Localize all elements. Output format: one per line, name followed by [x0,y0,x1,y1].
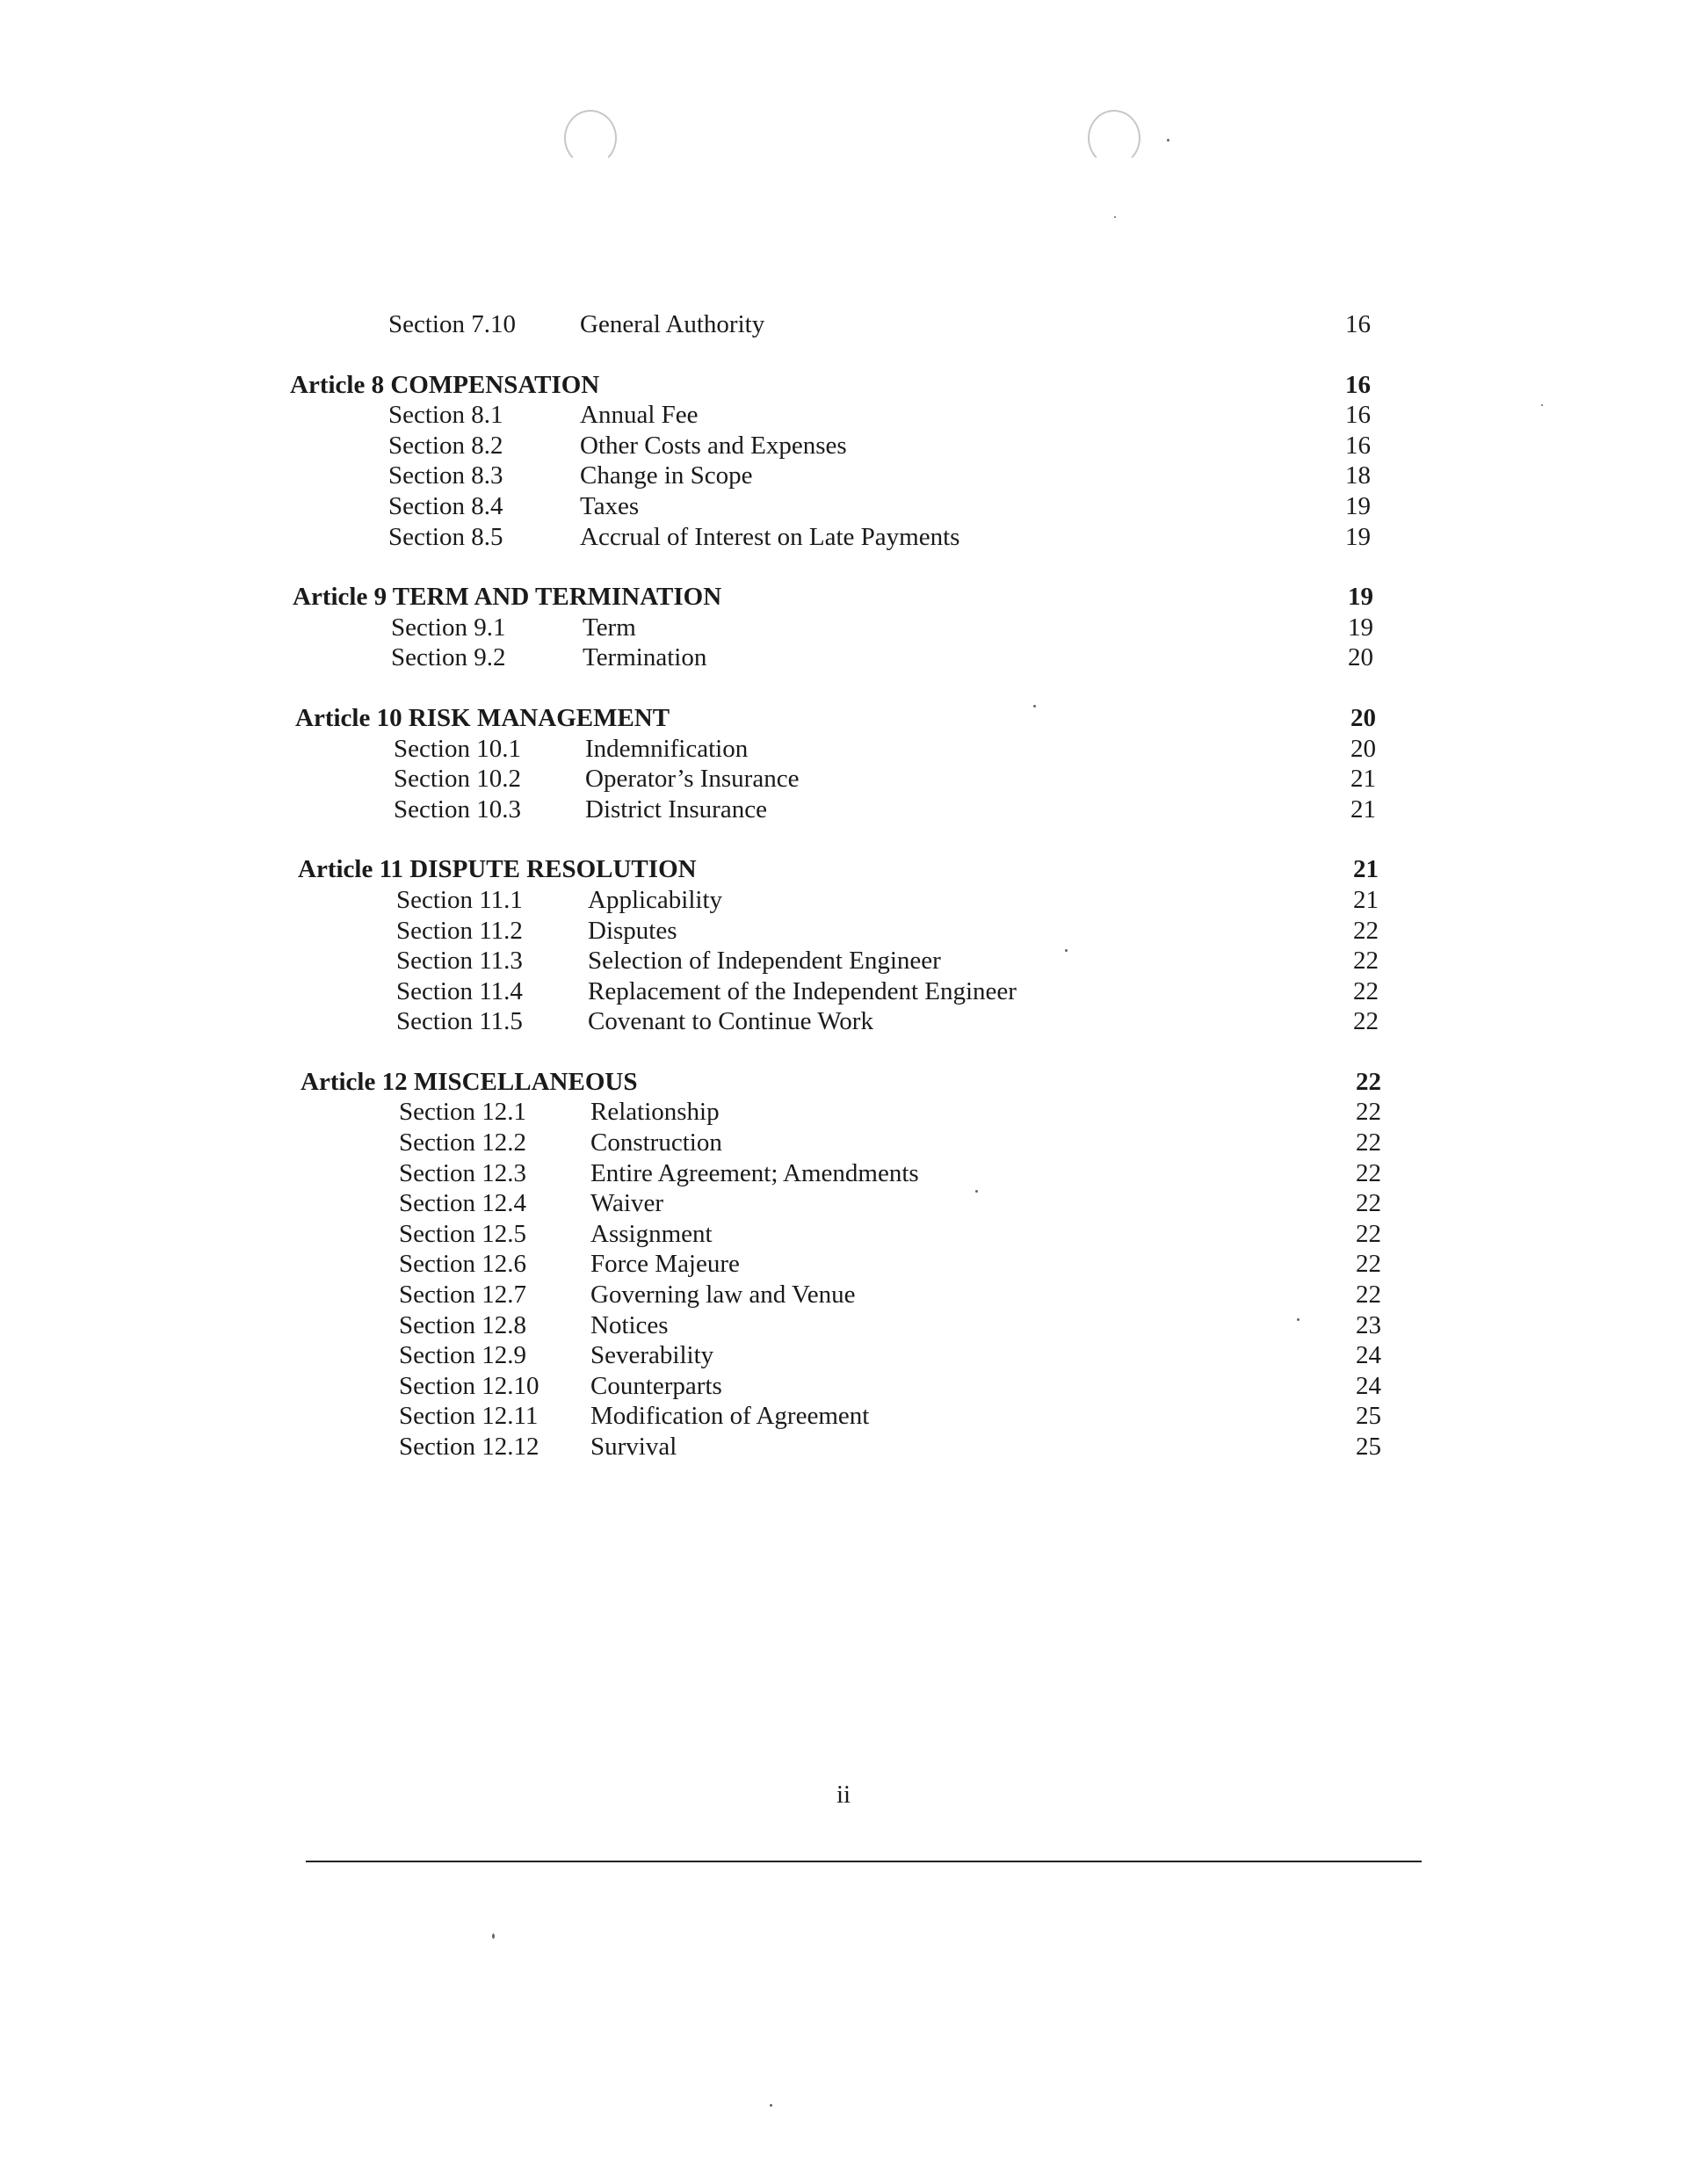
article-title: Article 10 RISK MANAGEMENT [295,703,670,732]
section-number: Section 8.4 [388,491,503,520]
section-title: Change in Scope [580,461,753,490]
page-ref: 16 [1345,310,1371,338]
section-number: Section 12.12 [399,1433,539,1461]
page-ref: 16 [1345,431,1371,460]
page-ref: 19 [1345,491,1371,520]
page-ref: 22 [1356,1158,1381,1187]
section-title: Survival [590,1433,677,1461]
section-number: Section 8.5 [388,522,503,551]
article-title: Article 12 MISCELLANEOUS [300,1067,638,1096]
section-number: Section 12.7 [399,1281,526,1310]
scan-speck [1033,705,1036,707]
page-ref: 20 [1350,703,1376,732]
page-ref: 21 [1353,885,1379,914]
section-title: Severability [590,1341,714,1370]
section-number: Section 11.2 [396,916,523,945]
section-title: Disputes [588,916,677,945]
section-title: General Authority [580,310,765,338]
page-ref: 24 [1356,1371,1381,1400]
page-ref: 19 [1348,613,1373,642]
page-ref: 23 [1356,1310,1381,1339]
section-title: Modification of Agreement [590,1402,870,1431]
toc-entry[interactable] [295,795,1376,825]
toc-entry[interactable] [290,431,1371,461]
page-ref: 21 [1353,855,1379,884]
article-list [290,370,1381,1462]
toc-entry[interactable] [295,734,1376,765]
page-ref: 25 [1356,1433,1381,1461]
section-number: Section 12.4 [399,1189,526,1218]
section-number: Section 9.2 [391,643,506,672]
section-number: Section 12.5 [399,1219,526,1248]
page-ref: 18 [1345,461,1371,490]
scan-speck [1541,404,1543,406]
page-ref: 24 [1356,1341,1381,1370]
page-ref: 21 [1350,765,1376,794]
toc-entry[interactable] [300,1340,1381,1371]
section-title: Entire Agreement; Amendments [590,1158,919,1187]
article-heading[interactable] [290,370,1371,401]
article-title: Article 9 TERM AND TERMINATION [293,583,722,612]
page-ref: 22 [1353,916,1379,945]
section-number: Section 10.3 [394,795,521,824]
scan-speck [1297,1318,1300,1321]
page-ref: 19 [1345,522,1371,551]
section-title: Construction [590,1128,722,1157]
page-ref: 22 [1353,976,1379,1005]
toc-entry[interactable] [300,1310,1381,1341]
table-of-contents [290,309,1381,1462]
toc-entry[interactable] [290,522,1371,553]
section-number: Section 11.4 [396,976,523,1005]
section-title: Other Costs and Expenses [580,431,847,460]
toc-entry[interactable] [298,976,1379,1007]
scan-speck [1114,216,1116,218]
section-number: Section 8.1 [388,401,503,430]
section-title: Operator’s Insurance [585,765,800,794]
toc-entry[interactable] [300,1097,1381,1128]
toc-entry[interactable] [290,400,1371,431]
punch-hole-right [1088,110,1140,166]
toc-entry[interactable] [300,1371,1381,1402]
article-title: Article 8 COMPENSATION [290,370,600,399]
section-title: Selection of Independent Engineer [588,947,941,976]
punch-hole-left [564,110,617,166]
toc-entry[interactable] [300,1188,1381,1219]
toc-entry[interactable] [293,613,1373,643]
page-ref: 22 [1353,1007,1379,1036]
section-title: Notices [590,1310,669,1339]
section-number: Section 12.8 [399,1310,526,1339]
section-title: Force Majeure [590,1250,740,1279]
toc-entry[interactable] [300,1280,1381,1310]
page-ref: 19 [1348,583,1373,612]
scan-speck [975,1190,978,1193]
toc-entry[interactable] [300,1219,1381,1250]
section-title: Annual Fee [580,401,699,430]
toc-entry[interactable] [298,946,1379,976]
scan-speck [770,2104,772,2107]
section-number: Section 11.5 [396,1007,523,1036]
footer-rule [306,1861,1422,1862]
scan-speck [1167,139,1169,141]
section-number: Section 10.2 [394,765,521,794]
section-number: Section 11.3 [396,947,523,976]
section-title: Relationship [590,1098,720,1127]
section-title: Term [583,613,636,642]
page-ref: 22 [1356,1128,1381,1157]
section-number: Section 11.1 [396,885,523,914]
toc-entry[interactable] [298,916,1379,947]
toc-entry[interactable] [295,764,1376,795]
section-number: Section 12.10 [399,1371,539,1400]
section-number: Section 10.1 [394,734,521,763]
page-ref: 22 [1356,1189,1381,1218]
toc-entry[interactable] [300,1249,1381,1280]
section-number: Section 12.11 [399,1402,539,1431]
section-number: Section 7.10 [388,310,516,338]
page-ref: 22 [1356,1219,1381,1248]
toc-entry[interactable] [300,1432,1381,1462]
toc-entry[interactable] [300,1158,1381,1189]
page-ref: 20 [1350,734,1376,763]
section-title: District Insurance [585,795,767,824]
article-heading[interactable] [298,854,1379,885]
section-title: Indemnification [585,734,749,763]
toc-entry[interactable] [298,885,1379,916]
section-number: Section 12.3 [399,1158,526,1187]
page-ref: 16 [1345,401,1371,430]
section-title: Covenant to Continue Work [588,1007,873,1036]
section-title: Taxes [580,491,640,520]
page-ref: 21 [1350,795,1376,824]
toc-entry[interactable] [293,642,1373,673]
scan-speck [492,1934,495,1939]
page-ref: 22 [1356,1067,1381,1096]
section-title: Applicability [588,885,723,914]
section-number: Section 8.2 [388,431,503,460]
scan-speck [1065,949,1068,952]
page-ref: 22 [1356,1098,1381,1127]
article-title: Article 11 DISPUTE RESOLUTION [298,855,697,884]
section-title: Termination [583,643,707,672]
section-number: Section 12.9 [399,1341,526,1370]
article-heading[interactable] [300,1067,1381,1098]
page-ref: 22 [1356,1281,1381,1310]
section-number: Section 12.2 [399,1128,526,1157]
toc-entry[interactable] [298,1006,1379,1037]
article-heading[interactable] [295,703,1376,734]
page-ref: 20 [1348,643,1373,672]
section-title: Replacement of the Independent Engineer [588,976,1017,1005]
section-number: Section 8.3 [388,461,503,490]
page-number: ii [836,1781,851,1809]
section-title: Governing law and Venue [590,1281,856,1310]
section-title: Counterparts [590,1371,722,1400]
section-number: Section 9.1 [391,613,506,642]
page-ref: 16 [1345,370,1371,399]
toc-entry[interactable] [290,491,1371,522]
page-ref: 22 [1353,947,1379,976]
section-title: Assignment [590,1219,713,1248]
toc-entry[interactable] [300,1128,1381,1158]
section-number: Section 12.6 [399,1250,526,1279]
toc-entry[interactable] [290,461,1371,491]
toc-entry[interactable] [300,1401,1381,1432]
toc-entry-first[interactable] [290,309,1371,340]
page-ref: 22 [1356,1250,1381,1279]
article-heading[interactable] [293,582,1373,613]
section-number: Section 12.1 [399,1098,526,1127]
section-title: Waiver [590,1189,664,1218]
page-ref: 25 [1356,1402,1381,1431]
section-title: Accrual of Interest on Late Payments [580,522,960,551]
